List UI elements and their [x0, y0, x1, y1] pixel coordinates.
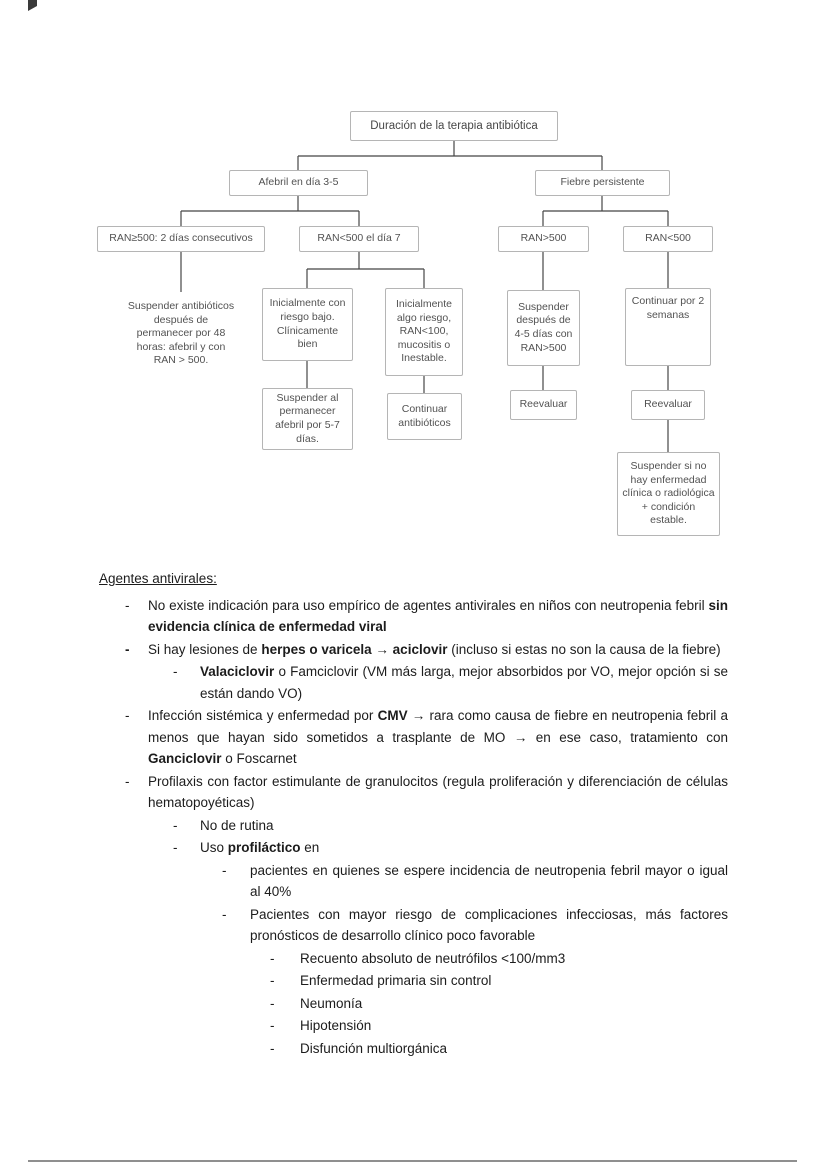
flowchart-node-suspender-5-7-dias: Suspender al permanecer afebril por 5-7 días. — [262, 388, 353, 450]
bullet-marker: - — [125, 641, 130, 657]
bullet-marker: - — [270, 1040, 275, 1056]
flowchart-node-suspender-condicion-estable: Suspender si no hay enfermedad clínica o radiológica + condición estable. — [617, 452, 720, 536]
bullet-marker: - — [222, 862, 227, 878]
flowchart-node-afebril-dia-3-5: Afebril en día 3-5 — [229, 170, 368, 196]
bullet-item — [99, 860, 728, 903]
bullet-text: Valaciclovir o Famciclovir (VM más larga, mejor absorbidos por VO, mejor opción si se están dando VO) — [200, 664, 728, 701]
bullet-text: Uso profiláctico en — [200, 840, 320, 855]
bullet-item — [99, 993, 728, 1015]
flowchart-node-suspender-48-horas: Suspender antibióticos después de permanecer por 48 horas: afebril y con RAN > 500. — [122, 292, 240, 376]
bullet-text: Infección sistémica y enfermedad por CMV → rara como causa de fiebre en neutropenia febril a menos que hayan sido sometidos a trasplante de MO → en ese caso, tratamiento con Ganciclovir o Foscarnet — [148, 708, 728, 766]
bullet-item — [99, 661, 728, 704]
bullet-marker: - — [125, 708, 130, 723]
bullet-text: Neumonía — [300, 995, 363, 1011]
bullet-text: Recuento absoluto de neutrófilos <100/mm3 — [300, 950, 566, 966]
flowchart-node-ran-lt-500: RAN<500 — [623, 226, 713, 252]
bullet-marker: - — [125, 773, 130, 789]
bullet-item — [99, 948, 728, 970]
bullet-text: No de rutina — [200, 817, 274, 833]
bullet-item — [99, 639, 728, 661]
bullet-text: No existe indicación para uso empírico de agentes antivirales en niños con neutropenia febril sin evidencia clínica de enfermedad viral — [148, 597, 728, 634]
bullet-item — [99, 970, 728, 992]
bullet-item — [99, 1038, 728, 1060]
bullet-item — [99, 705, 728, 770]
bullet-text: Profilaxis con factor estimulante de granulocitos (regula proliferación y diferenciación de células hematopoyéticas) — [148, 773, 728, 810]
flowchart-node-suspender-4-5-dias: Suspender después de 4-5 días con RAN>500 — [507, 290, 580, 366]
bullet-marker: - — [222, 906, 227, 922]
flowchart-node-duracion-terapia: Duración de la terapia antibiótica — [350, 111, 558, 141]
bullet-marker: - — [270, 1018, 275, 1033]
bullet-item — [99, 815, 728, 837]
bullet-text: Pacientes con mayor riesgo de complicaciones infecciosas, más factores pronósticos de desarrollo clínico poco favorable — [250, 906, 728, 943]
section-title-agentes-antivirales: Agentes antivirales: — [99, 571, 217, 586]
bullet-item — [99, 771, 728, 814]
bullet-item — [99, 1015, 728, 1037]
bullet-marker: - — [173, 664, 178, 679]
flowchart-node-reevaluar-izquierda: Reevaluar — [510, 390, 577, 420]
bullet-text: Enfermedad primaria sin control — [300, 973, 492, 988]
flowchart-node-ran-gt-500: RAN>500 — [498, 226, 589, 252]
bullet-text: pacientes en quienes se espere incidencia de neutropenia febril mayor o igual al 40% — [250, 862, 728, 899]
bullet-marker: - — [270, 950, 275, 966]
bullet-item — [99, 904, 728, 947]
bullet-text: Si hay lesiones de herpes o varicela → aciclovir (incluso si estas no son la causa de la fiebre) — [148, 641, 721, 657]
bullet-marker: - — [270, 973, 275, 988]
antivirals-section — [99, 568, 728, 1060]
bullet-marker: - — [173, 840, 178, 855]
flowchart-node-riesgo-bajo: Inicialmente con riesgo bajo. Clínicamente bien — [262, 288, 353, 361]
antivirals-list — [99, 595, 728, 1060]
page-bottom-edge — [28, 1160, 797, 1162]
flowchart-node-ran-lt-500-dia-7: RAN<500 el día 7 — [299, 226, 419, 252]
bullet-marker: - — [173, 817, 178, 833]
bullet-text: Hipotensión — [300, 1018, 372, 1033]
flowchart-node-continuar-antibioticos: Continuar antibióticos — [387, 393, 462, 440]
flowchart-duracion-terapia-antibiotica — [0, 0, 828, 560]
flowchart-node-fiebre-persistente: Fiebre persistente — [535, 170, 670, 196]
flowchart-node-reevaluar-derecha: Reevaluar — [631, 390, 705, 420]
bullet-text: Disfunción multiorgánica — [300, 1040, 448, 1056]
bullet-item — [99, 595, 728, 638]
flowchart-node-algo-riesgo: Inicialmente algo riesgo, RAN<100, mucositis o Inestable. — [385, 288, 463, 376]
flowchart-node-ran-ge-500-2-dias: RAN≥500: 2 días consecutivos — [97, 226, 265, 252]
bullet-marker: - — [270, 995, 275, 1011]
bullet-marker: - — [125, 597, 130, 613]
flowchart-node-continuar-2-semanas: Continuar por 2 semanas — [625, 288, 711, 366]
bullet-item — [99, 837, 728, 859]
